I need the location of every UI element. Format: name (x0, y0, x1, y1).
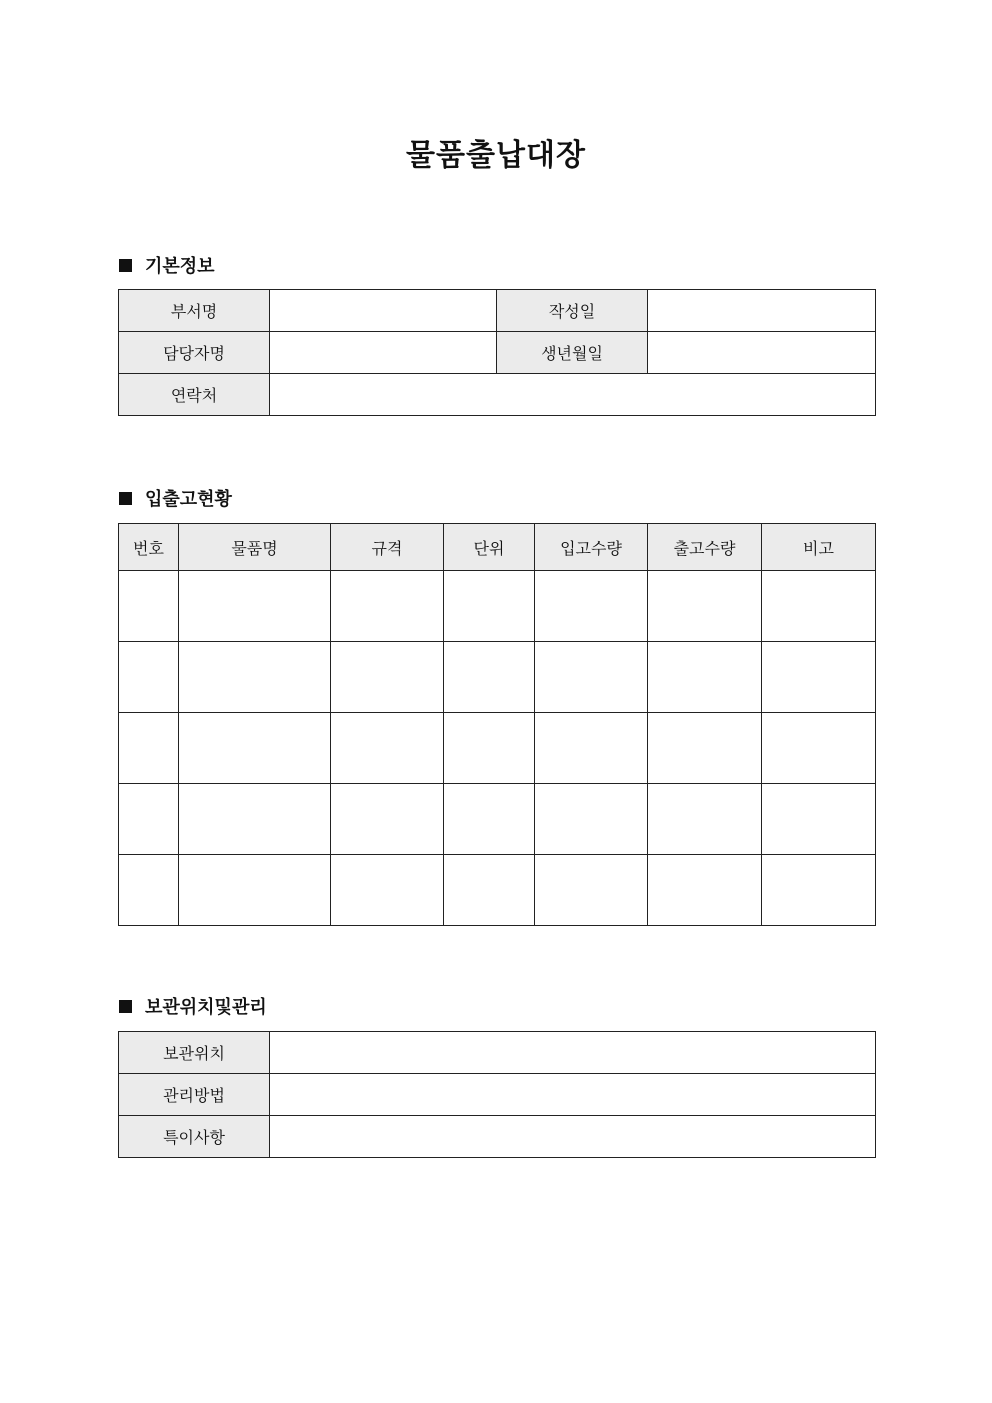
date-label: 작성일 (497, 290, 648, 332)
basic-info-table (118, 289, 876, 416)
contact-label: 연락처 (119, 374, 270, 416)
table-row (119, 1032, 876, 1074)
table-row (119, 374, 876, 416)
table-header-row (119, 524, 876, 571)
notes-label: 특이사항 (119, 1116, 270, 1158)
cell-remarks[interactable] (762, 642, 876, 713)
cell-out-qty[interactable] (648, 713, 762, 784)
cell-unit[interactable] (444, 571, 535, 642)
col-header-in-qty: 입고수량 (535, 524, 648, 571)
table-row (119, 784, 876, 855)
cell-remarks[interactable] (762, 855, 876, 926)
cell-spec[interactable] (331, 571, 444, 642)
dept-field[interactable] (270, 290, 497, 332)
section-heading-text: 기본정보 (145, 256, 215, 277)
cell-out-qty[interactable] (648, 571, 762, 642)
table-row (119, 713, 876, 784)
cell-unit[interactable] (444, 784, 535, 855)
date-field[interactable] (648, 290, 876, 332)
cell-item-name[interactable] (179, 713, 331, 784)
col-header-spec: 규격 (331, 524, 444, 571)
cell-item-name[interactable] (179, 642, 331, 713)
section-heading-storage (119, 994, 267, 1018)
method-label: 관리방법 (119, 1074, 270, 1116)
method-field[interactable] (270, 1074, 876, 1116)
cell-number[interactable] (119, 855, 179, 926)
cell-out-qty[interactable] (648, 642, 762, 713)
manager-field[interactable] (270, 332, 497, 374)
table-row (119, 1074, 876, 1116)
section-heading-text: 입출고현황 (145, 489, 232, 510)
cell-in-qty[interactable] (535, 855, 648, 926)
cell-spec[interactable] (331, 642, 444, 713)
cell-out-qty[interactable] (648, 784, 762, 855)
section-heading-text: 보관위치및관리 (145, 997, 267, 1018)
inout-table (118, 523, 876, 926)
cell-remarks[interactable] (762, 784, 876, 855)
col-header-remarks: 비고 (762, 524, 876, 571)
square-bullet-icon (119, 259, 132, 272)
cell-number[interactable] (119, 784, 179, 855)
cell-item-name[interactable] (179, 784, 331, 855)
table-row (119, 332, 876, 374)
cell-remarks[interactable] (762, 571, 876, 642)
cell-item-name[interactable] (179, 855, 331, 926)
storage-table (118, 1031, 876, 1158)
cell-in-qty[interactable] (535, 571, 648, 642)
cell-in-qty[interactable] (535, 713, 648, 784)
birth-label: 생년월일 (497, 332, 648, 374)
cell-number[interactable] (119, 642, 179, 713)
cell-number[interactable] (119, 713, 179, 784)
manager-label: 담당자명 (119, 332, 270, 374)
table-row (119, 642, 876, 713)
cell-spec[interactable] (331, 713, 444, 784)
square-bullet-icon (119, 492, 132, 505)
table-row (119, 571, 876, 642)
col-header-number: 번호 (119, 524, 179, 571)
col-header-out-qty: 출고수량 (648, 524, 762, 571)
cell-unit[interactable] (444, 713, 535, 784)
cell-spec[interactable] (331, 855, 444, 926)
table-row (119, 855, 876, 926)
cell-in-qty[interactable] (535, 784, 648, 855)
square-bullet-icon (119, 1000, 132, 1013)
birth-field[interactable] (648, 332, 876, 374)
location-field[interactable] (270, 1032, 876, 1074)
table-row (119, 1116, 876, 1158)
location-label: 보관위치 (119, 1032, 270, 1074)
col-header-item-name: 물품명 (179, 524, 331, 571)
cell-out-qty[interactable] (648, 855, 762, 926)
cell-in-qty[interactable] (535, 642, 648, 713)
table-row (119, 290, 876, 332)
cell-unit[interactable] (444, 642, 535, 713)
dept-label: 부서명 (119, 290, 270, 332)
contact-field[interactable] (270, 374, 876, 416)
cell-number[interactable] (119, 571, 179, 642)
notes-field[interactable] (270, 1116, 876, 1158)
document-title: 물품출납대장 (406, 138, 586, 173)
cell-item-name[interactable] (179, 571, 331, 642)
cell-spec[interactable] (331, 784, 444, 855)
section-heading-basic-info (119, 253, 215, 277)
section-heading-inout (119, 486, 232, 510)
cell-remarks[interactable] (762, 713, 876, 784)
cell-unit[interactable] (444, 855, 535, 926)
col-header-unit: 단위 (444, 524, 535, 571)
